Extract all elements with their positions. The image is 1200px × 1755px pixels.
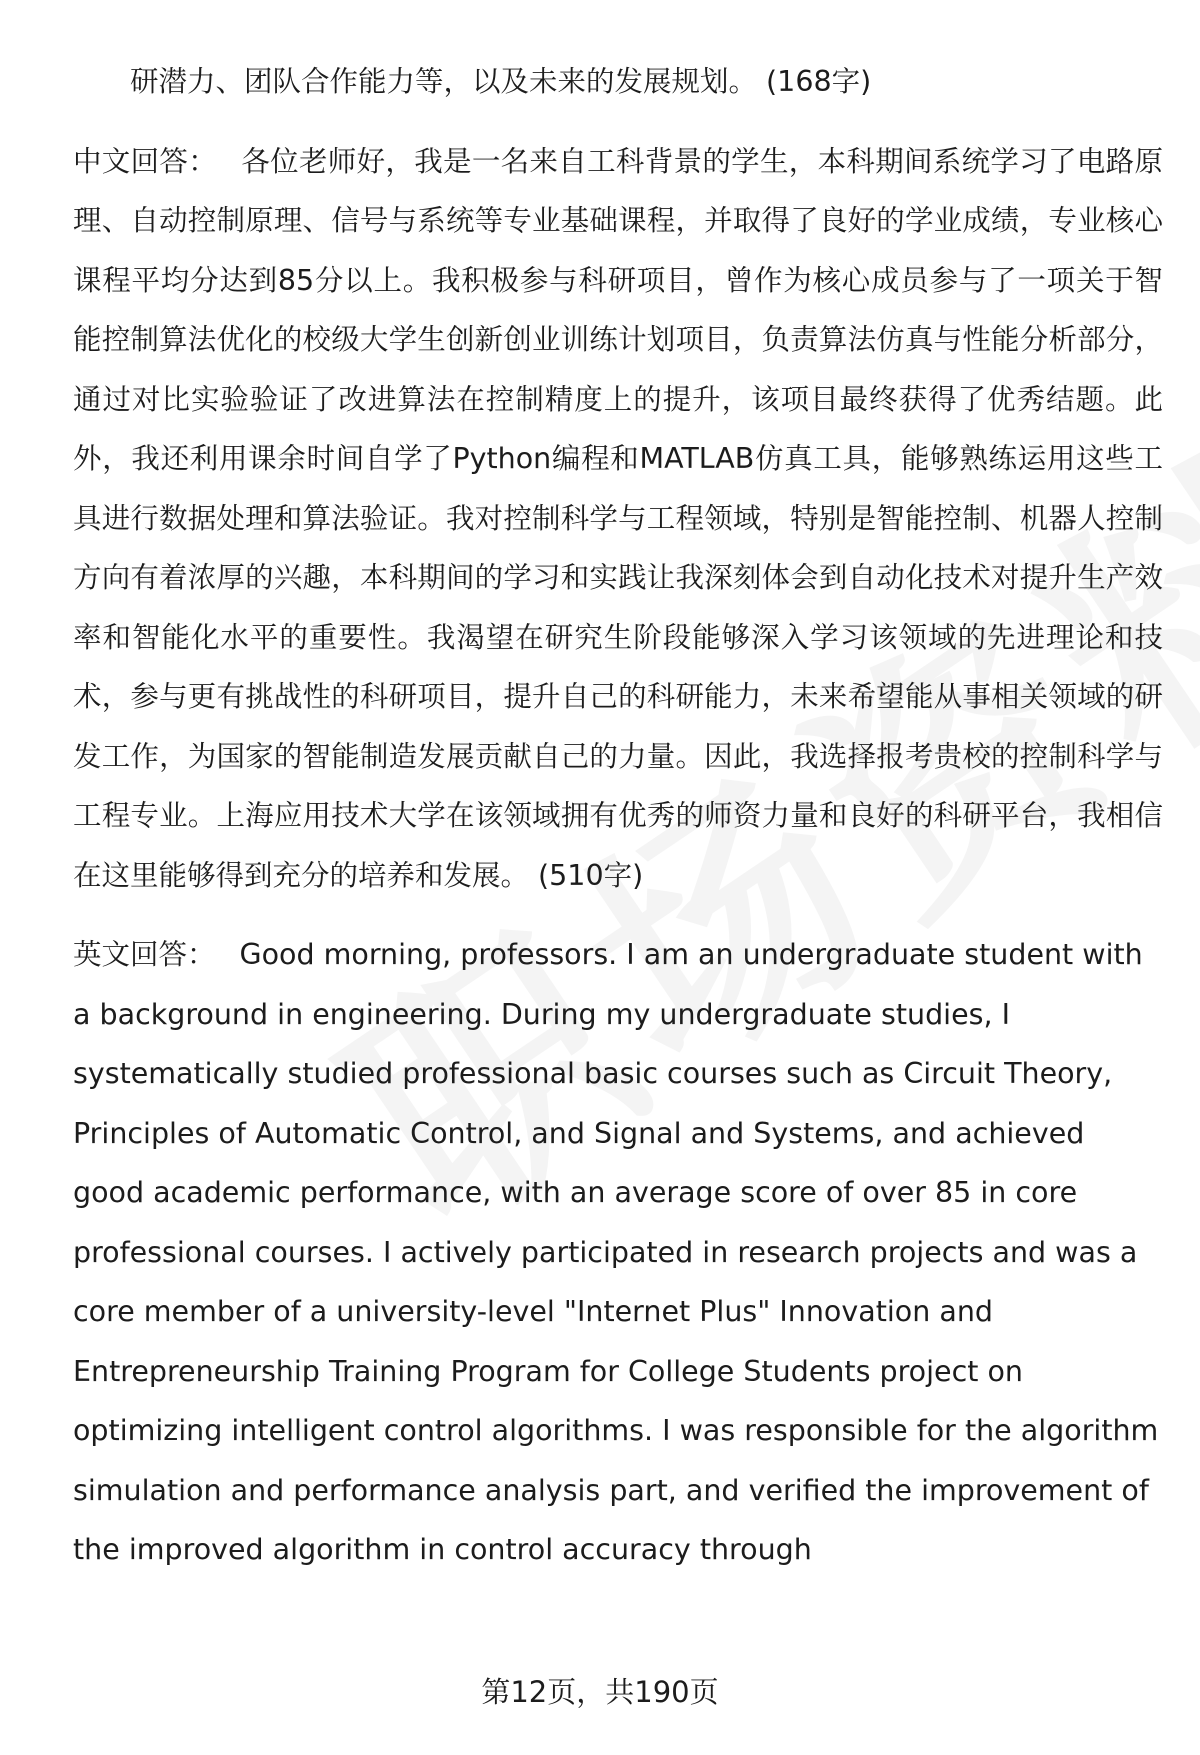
chinese-answer-paragraph bbox=[73, 132, 1163, 906]
page-body bbox=[73, 52, 1163, 1600]
chinese-answer-label: 中文回答： bbox=[73, 144, 218, 178]
chinese-answer-text: 各位老师好，我是一名来自工科背景的学生，本科期间系统学习了电路原理、自动控制原理、信号与系统等专业基础课程，并取得了良好的学业成绩，专业核心课程平均分达到85分以上。我积极参与科研项目，曾作为核心成员参与了一项关于智能控制算法优化的校级大学生创新创业训练计划项目，负责算法仿真与性能分析部分，通过对比实验验证了改进算法在控制精度上的提升，该项目最终获得了优秀结题。此外，我还利用课余时间自学了Python编程和MATLAB仿真工具，能够熟练运用这些工具进行数据处理和算法验证。我对控制科学与工程领域，特别是智能控制、机器人控制方向有着浓厚的兴趣，本科期间的学习和实践让我深刻体会到自动化技术对提升生产效率和智能化水平的重要性。我渴望在研究生阶段能够深入学习该领域的先进理论和技术，参与更有挑战性的科研项目，提升自己的科研能力，未来希望能从事相关领域的研发工作，为国家的智能制造发展贡献自己的力量。因此，我选择报考贵校的控制科学与工程专业。上海应用技术大学在该领域拥有优秀的师资力量和良好的科研平台，我相信在这里能够得到充分的培养和发展。 (510字) bbox=[73, 144, 1163, 892]
page-number-footer: 第12页，共190页 bbox=[481, 1675, 719, 1709]
english-answer-paragraph bbox=[73, 925, 1163, 1580]
english-answer-text: Good morning, professors. I am an undergraduate student with a background in engineering. During my undergraduate studies, I systematically studied professional basic courses such as Circuit Theory, Principles of Automatic Control, and Signal and Systems, and achieved good academic performance, with an average score of over 85 in core professional courses. I actively participated in research projects and was a core member of a university-level "Internet Plus" Innovation and Entrepreneurship Training Program for College Students project on optimizing intelligent control algorithms. I was responsible for the algorithm simulation and performance analysis part, and verified the improvement of the improved algorithm in control accuracy through bbox=[73, 938, 1159, 1566]
english-answer-label: 英文回答： bbox=[73, 938, 216, 971]
intro-continuation: 研潜力、团队合作能力等，以及未来的发展规划。 (168字) bbox=[130, 65, 872, 98]
